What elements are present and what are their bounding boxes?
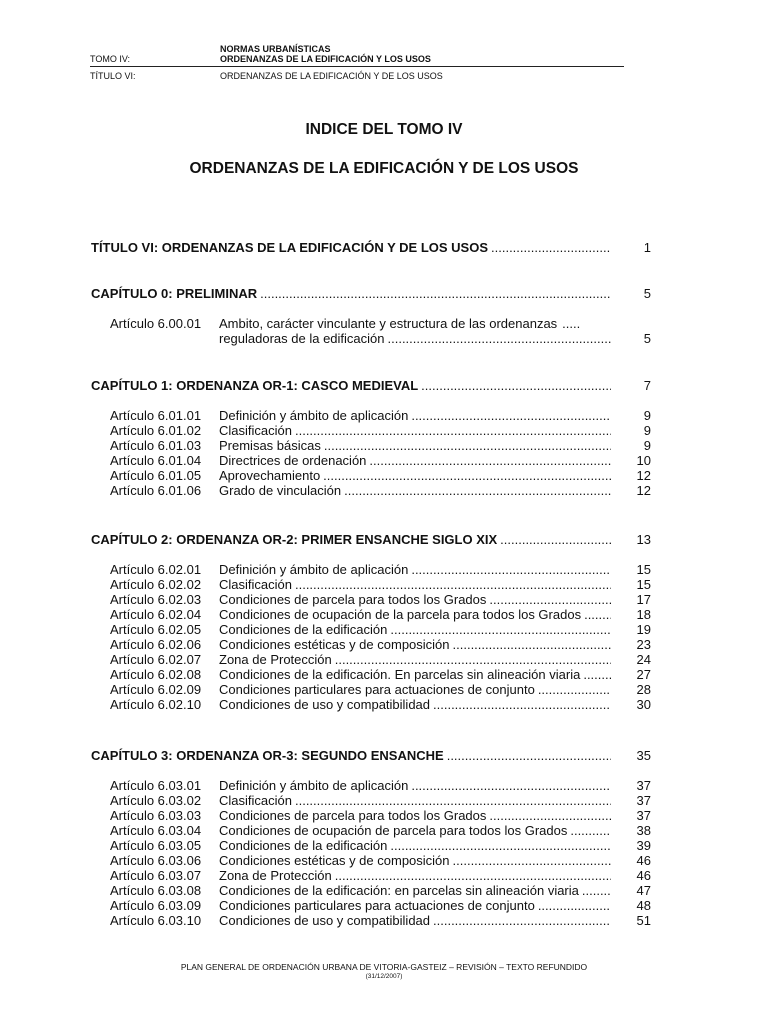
toc-chapter-row: [91, 286, 651, 301]
page-number: 13: [636, 532, 651, 547]
dot-leader: [538, 682, 611, 697]
header-tomo-title: ORDENANZAS DE LA EDIFICACIÓN Y LOS USOS: [220, 54, 431, 64]
toc-article-row: [91, 483, 651, 498]
article-title: Clasificación: [219, 793, 292, 808]
page-number: 27: [636, 667, 651, 682]
toc-article-row: [91, 408, 651, 423]
toc-article-row: [91, 667, 651, 682]
article-number: Artículo 6.02.03: [110, 592, 202, 607]
article-number: Artículo 6.03.01: [110, 778, 202, 793]
article-title: Condiciones de parcela para todos los Grados: [219, 592, 487, 607]
article-number: Artículo 6.02.07: [110, 652, 202, 667]
dot-leader: [411, 562, 611, 577]
chapter-label: CAPÍTULO 2: ORDENANZA OR-2: PRIMER ENSANCHE SIGLO XIX: [91, 532, 498, 547]
toc-article-row: [91, 697, 651, 712]
toc-article-row: [91, 562, 651, 577]
page-number: 46: [636, 868, 651, 883]
article-title: Premisas básicas: [219, 438, 321, 453]
toc-titulo-section: [91, 240, 651, 255]
toc-article-row: [91, 453, 651, 468]
toc-article-row: [91, 898, 651, 913]
page-number: 15: [636, 562, 651, 577]
article-title: Condiciones de ocupación de la parcela para todos los Grados: [219, 607, 582, 622]
page-number: 51: [636, 913, 651, 928]
page-number: 48: [636, 898, 651, 913]
article-number: Artículo 6.03.08: [110, 883, 202, 898]
page-number: 10: [636, 453, 651, 468]
dot-leader: [323, 468, 611, 483]
page-number: 19: [636, 622, 651, 637]
toc-article-row: [91, 652, 651, 667]
article-number: Artículo 6.03.03: [110, 808, 202, 823]
article-title: Definición y ámbito de aplicación: [219, 778, 409, 793]
page-number: 37: [636, 808, 651, 823]
page-number: 23: [636, 637, 651, 652]
page-number: 39: [636, 838, 651, 853]
toc-article-row: [91, 823, 651, 838]
toc-capitulo-3: [91, 748, 651, 928]
dot-leader: [324, 438, 611, 453]
page-number: 18: [636, 607, 651, 622]
chapter-label: TÍTULO VI: ORDENANZAS DE LA EDIFICACIÓN Y DE LOS USOS: [91, 240, 489, 255]
dot-leader: [411, 408, 611, 423]
dot-leader: [260, 286, 611, 301]
header-tomo-label: TOMO IV:: [90, 54, 131, 64]
article-number: Artículo 6.02.05: [110, 622, 202, 637]
toc-article-row: [91, 438, 651, 453]
toc-chapter-row: [91, 378, 651, 393]
page-number: 5: [643, 331, 651, 346]
dot-leader: [433, 913, 611, 928]
article-number: Artículo 6.02.10: [110, 697, 202, 712]
article-title: Condiciones de uso y compatibilidad: [219, 913, 431, 928]
toc-capitulo-2: [91, 532, 651, 712]
article-title: Condiciones de parcela para todos los Grados: [219, 808, 487, 823]
toc-article-row: [91, 853, 651, 868]
dot-leader: [344, 483, 611, 498]
page-number: 7: [643, 378, 651, 393]
dot-leader: [411, 778, 611, 793]
article-title: Clasificación: [219, 423, 292, 438]
chapter-label: CAPÍTULO 0: PRELIMINAR: [91, 286, 258, 301]
toc-article-row: [91, 778, 651, 793]
toc-article-row: [91, 423, 651, 438]
dot-leader: [500, 532, 611, 547]
page-number: 5: [643, 286, 651, 301]
dot-leader: [335, 868, 611, 883]
dot-leader: [369, 453, 611, 468]
dot-leader: [538, 898, 611, 913]
article-number: Artículo 6.02.06: [110, 637, 202, 652]
article-number: Artículo 6.03.02: [110, 793, 202, 808]
dot-leader: [447, 748, 611, 763]
page-number: 46: [636, 853, 651, 868]
page-number: 37: [636, 793, 651, 808]
toc-capitulo-1: [91, 378, 651, 498]
article-number: Artículo 6.02.01: [110, 562, 202, 577]
article-title: Condiciones estéticas y de composición: [219, 637, 450, 652]
page-number: 12: [636, 483, 651, 498]
page-number: 37: [636, 778, 651, 793]
dot-leader: [295, 577, 611, 592]
article-number: Artículo 6.01.03: [110, 438, 202, 453]
document-header: [90, 44, 624, 67]
dot-leader: [390, 622, 611, 637]
article-title: Aprovechamiento: [219, 468, 321, 483]
dot-leader: [453, 853, 611, 868]
article-number: Artículo 6.03.10: [110, 913, 202, 928]
article-number: Artículo 6.02.02: [110, 577, 202, 592]
article-title: Directrices de ordenación: [219, 453, 367, 468]
page-number: 1: [643, 240, 651, 255]
toc-article-row: [91, 838, 651, 853]
article-number: Artículo 6.03.04: [110, 823, 202, 838]
article-number: Artículo 6.01.06: [110, 483, 202, 498]
page-title: INDICE DEL TOMO IV: [305, 121, 463, 138]
toc-article-row-continued: [91, 331, 651, 346]
toc-article-row: [91, 682, 651, 697]
dot-leader: [562, 316, 580, 331]
page-number: 12: [636, 468, 651, 483]
dot-leader: [335, 652, 611, 667]
dot-leader: [433, 697, 611, 712]
article-title: Ambito, carácter vinculante y estructura de las ordenanzas: [219, 316, 558, 331]
article-title: Grado de vinculación: [219, 483, 342, 498]
toc-article-row: [91, 468, 651, 483]
page-number: 9: [643, 408, 651, 423]
page-subtitle: ORDENANZAS DE LA EDIFICACIÓN Y DE LOS USOS: [189, 160, 579, 177]
header-document-name: NORMAS URBANÍSTICAS: [220, 44, 331, 54]
document-subheader: [90, 71, 624, 83]
article-title: Condiciones de la edificación: [219, 838, 388, 853]
dot-leader: [489, 592, 611, 607]
page-number: 24: [636, 652, 651, 667]
article-title: Clasificación: [219, 577, 292, 592]
toc-article-row: [91, 607, 651, 622]
toc-chapter-row: [91, 532, 651, 547]
dot-leader: [583, 667, 611, 682]
page-number: 47: [636, 883, 651, 898]
article-title: Condiciones de la edificación: [219, 622, 388, 637]
toc-article-row: [91, 883, 651, 898]
article-number: Artículo 6.03.09: [110, 898, 202, 913]
article-number: Artículo 6.03.07: [110, 868, 202, 883]
chapter-label: CAPÍTULO 3: ORDENANZA OR-3: SEGUNDO ENSANCHE: [91, 748, 444, 763]
footer-plan-title: PLAN GENERAL DE ORDENACIÓN URBANA DE VITORIA-GASTEIZ – REVISIÓN – TEXTO REFUNDIDO: [180, 962, 588, 972]
article-title: Condiciones de la edificación: en parcelas sin alineación viaria: [219, 883, 579, 898]
page-number: 9: [643, 438, 651, 453]
toc-chapter-row: [91, 748, 651, 763]
article-title: Condiciones de uso y compatibilidad: [219, 697, 431, 712]
dot-leader: [388, 331, 612, 346]
article-title-continued: reguladoras de la edificación: [219, 331, 385, 346]
toc-article-row: [91, 637, 651, 652]
toc-article-row: [91, 316, 651, 331]
article-title: Definición y ámbito de aplicación: [219, 562, 409, 577]
article-number: Artículo 6.01.04: [110, 453, 202, 468]
chapter-label: CAPÍTULO 1: ORDENANZA OR-1: CASCO MEDIEVAL: [91, 378, 419, 393]
page-number: 15: [636, 577, 651, 592]
article-number: Artículo 6.01.02: [110, 423, 202, 438]
dot-leader: [295, 423, 611, 438]
article-title: Zona de Protección: [219, 868, 332, 883]
dot-leader: [390, 838, 611, 853]
article-title: Condiciones particulares para actuaciones de conjunto: [219, 898, 535, 913]
toc-article-row: [91, 913, 651, 928]
article-number: Artículo 6.01.05: [110, 468, 202, 483]
article-title: Condiciones estéticas y de composición: [219, 853, 450, 868]
article-title: Zona de Protección: [219, 652, 332, 667]
dot-leader: [491, 240, 611, 255]
dot-leader: [421, 378, 611, 393]
dot-leader: [489, 808, 611, 823]
article-number: Artículo 6.01.01: [110, 408, 202, 423]
article-number: Artículo 6.02.04: [110, 607, 202, 622]
page-number: 28: [636, 682, 651, 697]
toc-chapter-row: [91, 240, 651, 255]
article-title: Condiciones particulares para actuaciones de conjunto: [219, 682, 535, 697]
article-number: Artículo 6.02.08: [110, 667, 202, 682]
toc-capitulo-0: [91, 286, 651, 346]
header-titulo-title: ORDENANZAS DE LA EDIFICACIÓN Y DE LOS USOS: [220, 71, 443, 81]
page-number: 30: [636, 697, 651, 712]
page-number: 9: [643, 423, 651, 438]
footer-date: (31/12/2007): [365, 973, 403, 980]
page-number: 38: [636, 823, 651, 838]
dot-leader: [582, 883, 611, 898]
dot-leader: [295, 793, 611, 808]
article-number: Artículo 6.03.05: [110, 838, 202, 853]
article-title: Condiciones de ocupación de parcela para todos los Grados: [219, 823, 568, 838]
toc-article-row: [91, 622, 651, 637]
dot-leader: [453, 637, 611, 652]
article-title: Definición y ámbito de aplicación: [219, 408, 409, 423]
dot-leader: [584, 607, 611, 622]
header-titulo-label: TÍTULO VI:: [90, 71, 136, 81]
toc-article-row: [91, 592, 651, 607]
article-number: Artículo 6.03.06: [110, 853, 202, 868]
article-number: Artículo 6.00.01: [110, 316, 202, 331]
page-number: 17: [636, 592, 651, 607]
toc-article-row: [91, 808, 651, 823]
dot-leader: [570, 823, 611, 838]
article-number: Artículo 6.02.09: [110, 682, 202, 697]
toc-article-row: [91, 793, 651, 808]
toc-article-row: [91, 577, 651, 592]
toc-article-row: [91, 868, 651, 883]
article-title: Condiciones de la edificación. En parcelas sin alineación viaria: [219, 667, 581, 682]
page-number: 35: [636, 748, 651, 763]
